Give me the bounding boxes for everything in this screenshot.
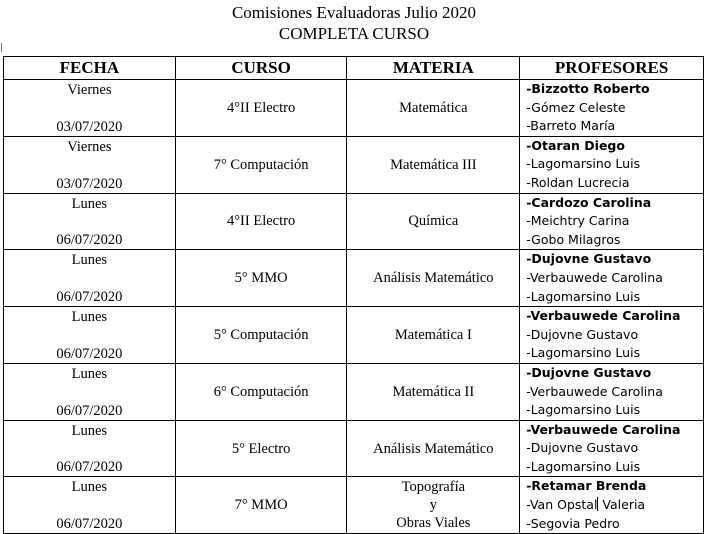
day-text: Lunes [71,195,108,212]
professor: -Lagomarsino Luis [526,156,641,172]
materia-cell [347,477,520,534]
fecha-cell [4,420,176,477]
table-row [4,250,704,307]
professor: -Dujovne Gustavo [526,326,639,342]
lead-professor: -Verbauwede Carolina [526,308,681,324]
materia-text: Análisis Matemático [373,270,494,287]
page-title: Comisiones Evaluadoras Julio 2020 [231,3,477,22]
curso-cell: 5° MMO [175,250,347,307]
table-row [4,193,704,250]
day-text: Lunes [71,309,108,326]
profesores-cell [520,193,704,250]
materia-line: Obras Viales [396,515,471,532]
profesores-cell [520,250,704,307]
day-text: Lunes [71,422,108,439]
table-row [4,307,704,364]
materia-text: Matemática I [394,327,472,344]
materia-cell [347,80,520,137]
professor: -Barreto María [526,118,616,134]
date-text: 06/07/2020 [56,345,123,362]
materia-cell [347,250,520,307]
profesores-cell [520,420,704,477]
fecha-cell [4,193,176,250]
materia-cell [347,363,520,420]
curso-cell: 6° Computación [175,363,347,420]
page-subtitle: COMPLETA CURSO [278,24,430,43]
professor: -Dujovne Gustavo [526,440,639,456]
curso-cell: 5° Electro [175,420,347,477]
materia-text: Matemática [399,99,468,116]
professor: -Lagomarsino Luis [526,345,641,361]
date-text: 06/07/2020 [56,289,123,306]
paragraph-marker [1,43,2,52]
materia-text: Química [408,213,459,230]
materia-text: Matemática II [392,383,475,400]
curso-cell: 4°II Electro [175,80,347,137]
profesores-cell [520,136,704,193]
professor: -Lagomarsino Luis [526,288,641,304]
materia-cell [347,420,520,477]
professor: -Verbauwede Carolina [526,383,663,399]
header-materia: MATERIA [347,57,520,80]
lead-professor: -Cardozo Carolina [526,194,652,210]
day-text: Viernes [67,138,112,155]
materia-line: y [429,497,437,514]
table-row [4,136,704,193]
table-row [4,363,704,420]
fecha-cell [4,363,176,420]
table-row [4,477,704,534]
lead-professor: -Dujovne Gustavo [526,364,652,380]
day-text: Lunes [71,479,108,496]
lead-professor: -Otaran Diego [526,137,625,153]
professor: -Gómez Celeste [526,99,626,115]
date-text: 03/07/2020 [56,118,123,135]
header-profesores: PROFESORES [520,57,704,80]
date-text: 03/07/2020 [56,175,123,192]
date-text: 06/07/2020 [56,516,123,533]
professor: -Segovia Pedro [526,515,620,531]
curso-cell: 7° Computación [175,136,347,193]
profesores-cell [520,477,704,534]
curso-cell: 5° Computación [175,307,347,364]
day-text: Lunes [71,252,108,269]
profesores-cell [520,363,704,420]
professor: -Gobo Milagros [526,231,621,247]
curso-cell: 7° MMO [175,477,347,534]
professor: -Lagomarsino Luis [526,402,641,418]
table-row [4,80,704,137]
table-row [4,420,704,477]
fecha-cell [4,136,176,193]
date-text: 06/07/2020 [56,232,123,249]
lead-professor: -Bizzotto Roberto [526,81,650,96]
curso-cell: 4°II Electro [175,193,347,250]
fecha-cell [4,307,176,364]
professor: -Roldan Lucrecia [526,174,630,190]
professor-name-part: Valeria [598,497,646,513]
professor: -Meichtry Carina [526,213,630,229]
fecha-cell [4,80,176,137]
day-text: Lunes [71,365,108,382]
header-curso: CURSO [175,57,347,80]
professor [526,496,703,515]
profesores-cell [520,307,704,364]
materia-text: Matemática III [390,156,477,173]
professor-name-part: -Van Opstal [526,497,598,513]
profesores-cell [520,80,704,137]
day-text: Viernes [67,82,112,98]
materia-line: Topografía [401,479,466,496]
lead-professor: -Verbauwede Carolina [526,421,681,437]
lead-professor: -Dujovne Gustavo [526,251,652,267]
header-fecha: FECHA [4,57,176,80]
materia-text: Análisis Matemático [373,440,494,457]
materia-cell [347,307,520,364]
fecha-cell [4,250,176,307]
commissions-table [3,56,704,534]
professor: -Lagomarsino Luis [526,458,641,474]
professor: -Verbauwede Carolina [526,269,663,285]
materia-cell [347,193,520,250]
materia-cell [347,136,520,193]
fecha-cell [4,477,176,534]
table-header-row [4,57,704,80]
date-text: 06/07/2020 [56,402,123,419]
lead-professor: -Retamar Brenda [526,478,647,494]
date-text: 06/07/2020 [56,459,123,476]
